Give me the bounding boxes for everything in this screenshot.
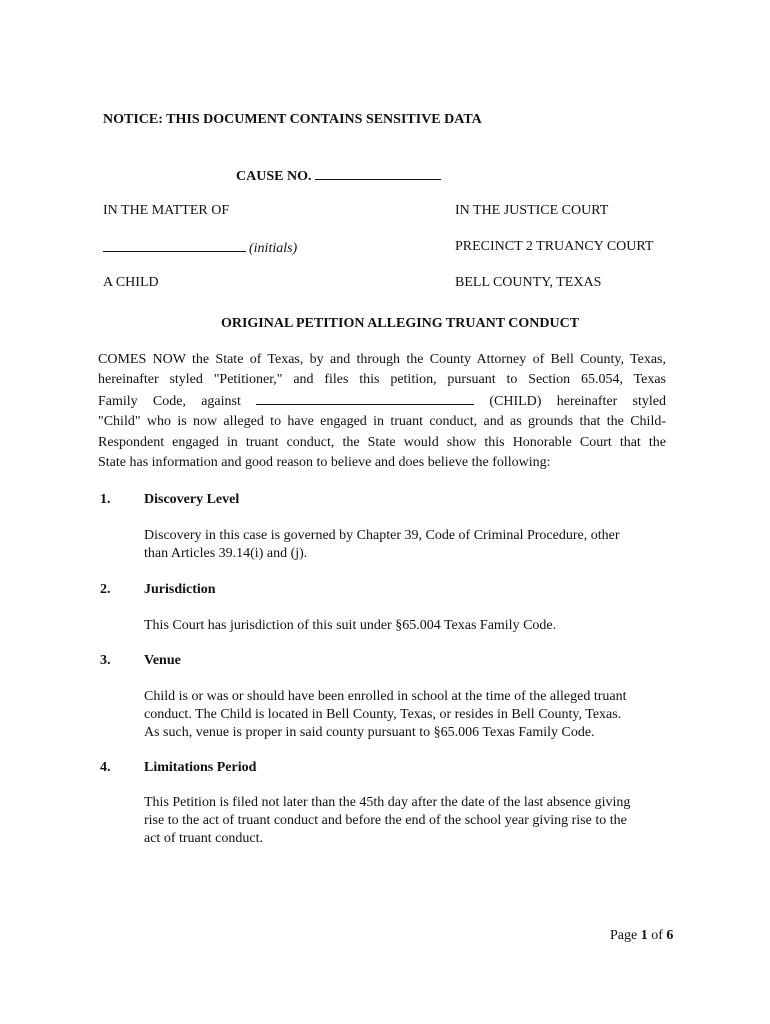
section-heading: Venue: [144, 653, 181, 668]
section-number: 1.: [100, 492, 111, 507]
intro-line: "Child" who is now alleged to have engaged in truant conduct, and as grounds that the Child-: [98, 414, 666, 430]
section-body-line: rise to the act of truant conduct and before the end of the school year giving rise to the: [144, 813, 627, 828]
section-heading: Discovery Level: [144, 492, 240, 507]
caption-a-child: A CHILD: [103, 275, 159, 290]
intro-paragraph: [98, 350, 666, 473]
section-number: 2.: [100, 582, 111, 597]
section-body: [144, 527, 674, 563]
section-body-line: Discovery in this case is governed by Chapter 39, Code of Criminal Procedure, other: [144, 528, 620, 543]
current-page: 1: [640, 928, 648, 943]
section-body-line: conduct. The Child is located in Bell County, Texas, or resides in Bell County, Texas.: [144, 707, 622, 722]
initials-label: (initials): [249, 241, 298, 256]
page-number: [610, 927, 673, 945]
intro-line: hereinafter styled "Petitioner," and files this petition, pursuant to Section 65.054, Texas: [98, 372, 666, 388]
cause-number: [236, 166, 441, 186]
section-body-line: This Petition is filed not later than the 45th day after the date of the last absence giving: [144, 795, 631, 810]
petition-title: ORIGINAL PETITION ALLEGING TRUANT CONDUCT: [220, 316, 580, 331]
cause-number-blank: [315, 166, 441, 180]
section-body-line: This Court has jurisdiction of this suit under §65.004 Texas Family Code.: [144, 618, 557, 633]
total-pages: 6: [666, 928, 674, 943]
intro-line: Respondent engaged in truant conduct, the State would show this Honorable Court that the: [98, 434, 666, 450]
intro-line: COMES NOW the State of Texas, by and through the County Attorney of Bell County, Texas,: [98, 352, 666, 367]
section-number: 4.: [100, 760, 111, 775]
section-body-line: As such, venue is proper in said county pursuant to §65.006 Texas Family Code.: [144, 725, 595, 740]
caption-in-the-matter-of: IN THE MATTER OF: [103, 203, 230, 218]
section-heading: Limitations Period: [144, 760, 257, 775]
sensitive-data-notice: NOTICE: THIS DOCUMENT CONTAINS SENSITIVE DATA: [103, 112, 482, 127]
section-body-line: than Articles 39.14(i) and (j).: [144, 546, 308, 561]
caption-initials-line: [103, 238, 297, 258]
page-word: Page: [610, 928, 638, 943]
section-body-line: act of truant conduct.: [144, 831, 263, 846]
of-word: of: [651, 928, 663, 943]
section-number: 3.: [100, 653, 111, 668]
initials-blank: [103, 238, 246, 252]
intro-line-part: Family Code, against: [98, 393, 241, 409]
intro-line: State has information and good reason to believe and does believe the following:: [98, 455, 551, 471]
intro-line-with-blank: [98, 391, 666, 412]
section-body: [144, 794, 674, 848]
intro-line-part: (CHILD) hereinafter styled: [489, 393, 666, 409]
caption-court-county: BELL COUNTY, TEXAS: [455, 275, 602, 290]
section-body-line: Child is or was or should have been enrolled in school at the time of the alleged truant: [144, 689, 627, 704]
cause-number-label: CAUSE NO.: [236, 169, 312, 184]
section-body: [144, 688, 674, 742]
child-name-blank: [256, 391, 474, 405]
caption-court-name: IN THE JUSTICE COURT: [455, 203, 609, 218]
section-heading: Jurisdiction: [144, 582, 216, 597]
caption-court-precinct: PRECINCT 2 TRUANCY COURT: [455, 239, 654, 254]
section-body: [144, 617, 674, 635]
